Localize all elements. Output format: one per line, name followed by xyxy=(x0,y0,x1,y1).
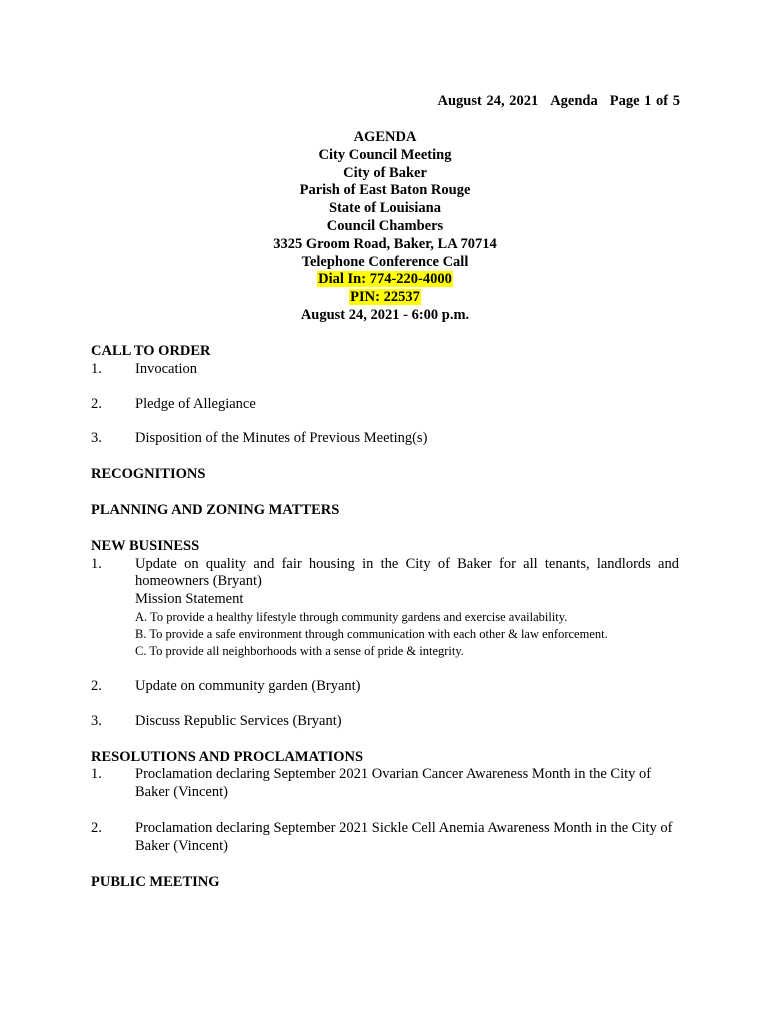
mission-subitem: A. To provide a healthy lifestyle through community gardens and exercise availability. xyxy=(135,609,568,624)
page-header xyxy=(438,93,681,110)
dial-in-number: Dial In: 774-220-4000 xyxy=(318,271,452,288)
header-page-number: Page 1 of 5 xyxy=(609,93,680,109)
list-item xyxy=(91,820,679,856)
section-public-meeting-heading: PUBLIC MEETING xyxy=(91,873,220,890)
title-line-conference: Telephone Conference Call xyxy=(301,253,469,270)
title-line-meeting: City Council Meeting xyxy=(318,146,452,163)
title-line-address: 3325 Groom Road, Baker, LA 70714 xyxy=(273,235,497,252)
item-text: Proclamation declaring September 2021 Ovarian Cancer Awareness Month in the City of Baker (Vincent) xyxy=(135,766,652,801)
header-date: August 24, 2021 xyxy=(437,93,539,109)
section-new-business-heading: NEW BUSINESS xyxy=(91,537,200,554)
title-line-agenda: AGENDA xyxy=(353,129,417,145)
title-line-city: City of Baker xyxy=(343,164,427,181)
item-text: Invocation xyxy=(135,360,198,377)
list-item xyxy=(91,766,679,802)
dial-in-pin: PIN: 22537 xyxy=(350,289,420,306)
item-text: Proclamation declaring September 2021 Sickle Cell Anemia Awareness Month in the City of Baker (Vincent) xyxy=(135,819,673,854)
item-number: 2. xyxy=(91,677,102,694)
item-number: 1. xyxy=(91,555,102,572)
mission-subitem: C. To provide all neighborhoods with a sense of pride & integrity. xyxy=(135,643,464,658)
mission-statement-label: Mission Statement xyxy=(135,591,244,608)
item-number: 2. xyxy=(91,395,102,412)
item-number: 1. xyxy=(91,360,102,377)
item-number: 3. xyxy=(91,430,102,447)
item-text: Update on quality and fair housing in the City of Baker for all tenants, landlords and homeowners (Bryant) xyxy=(135,555,679,590)
section-call-to-order-heading: CALL TO ORDER xyxy=(91,343,211,359)
item-text: Pledge of Allegiance xyxy=(135,395,256,412)
list-item xyxy=(91,396,679,414)
section-planning-heading: PLANNING AND ZONING MATTERS xyxy=(91,501,340,518)
header-label: Agenda xyxy=(550,93,598,109)
item-text: Update on community garden (Bryant) xyxy=(135,677,361,694)
item-number: 3. xyxy=(91,712,102,729)
list-item xyxy=(91,556,679,660)
agenda-title-block xyxy=(0,129,770,325)
section-resolutions-heading: RESOLUTIONS AND PROCLAMATIONS xyxy=(91,748,364,765)
title-line-chambers: Council Chambers xyxy=(326,217,444,234)
item-text: Discuss Republic Services (Bryant) xyxy=(135,712,342,729)
list-item xyxy=(91,430,679,448)
list-item xyxy=(91,713,679,731)
meeting-date-time: August 24, 2021 - 6:00 p.m. xyxy=(300,306,470,323)
item-number: 2. xyxy=(91,819,102,836)
item-number: 1. xyxy=(91,766,102,783)
title-line-state: State of Louisiana xyxy=(329,200,441,217)
title-line-parish: Parish of East Baton Rouge xyxy=(299,182,471,199)
item-text: Disposition of the Minutes of Previous Meeting(s) xyxy=(135,430,428,447)
section-recognitions-heading: RECOGNITIONS xyxy=(91,466,206,483)
agenda-body xyxy=(91,343,679,891)
list-item xyxy=(91,678,679,696)
mission-subitem: B. To provide a safe environment through communication with each other & law enforcement. xyxy=(135,626,608,641)
list-item xyxy=(91,361,679,379)
